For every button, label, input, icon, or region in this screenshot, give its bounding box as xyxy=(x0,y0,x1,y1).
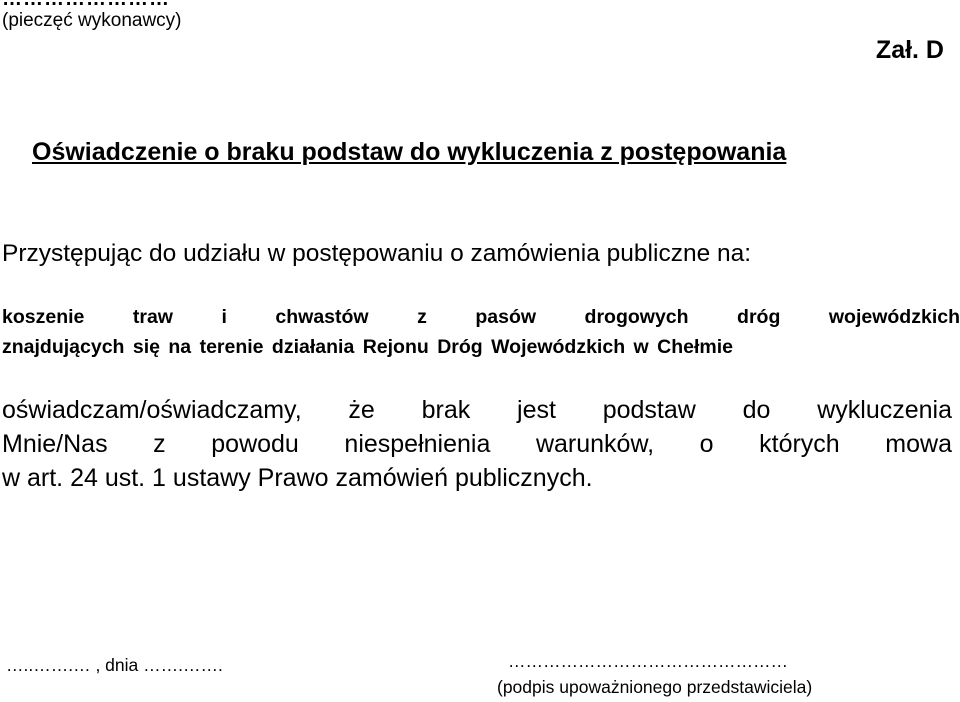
procurement-subject xyxy=(2,302,960,362)
attachment-label: Zał. D xyxy=(875,36,944,64)
subject-line: znajdujących się na terenie działania Rejonu Dróg Wojewódzkich w Chełmie xyxy=(2,336,733,358)
subject-line: koszenie traw i chwastów z pasów drogowych dróg wojewódzkich xyxy=(2,306,960,328)
signature-line: ………………………………………… xyxy=(508,651,788,671)
place-date-field: …..…….… , dnia …….……. xyxy=(6,655,223,675)
stamp-label: (pieczęć wykonawcy) xyxy=(2,10,182,31)
signature-label: (podpis upoważnionego przedstawiciela) xyxy=(497,677,813,697)
declaration-line: w art. 24 ust. 1 ustawy Prawo zamówień publicznych. xyxy=(2,464,593,492)
declaration-line: Mnie/Nas z powodu niespełnienia warunków, o których mowa xyxy=(2,430,952,458)
declaration-line: oświadczam/oświadczamy, że brak jest podstaw do wykluczenia xyxy=(2,396,952,424)
declaration-text xyxy=(2,393,952,495)
document-title: Oświadczenie o braku podstaw do wykluczenia z postępowania xyxy=(32,138,787,166)
intro-text: Przystępując do udziału w postępowaniu o zamówienia publiczne na: xyxy=(2,240,752,267)
